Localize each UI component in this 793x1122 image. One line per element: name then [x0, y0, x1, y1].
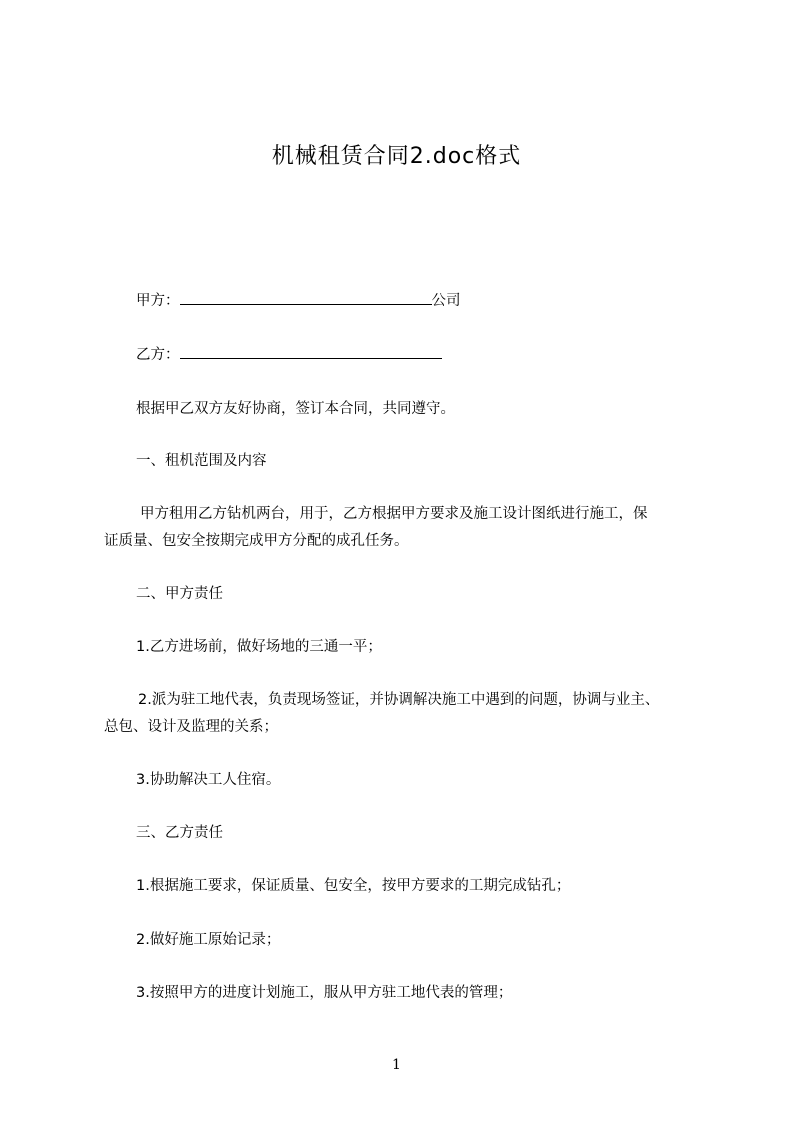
- document-title: 机械租赁合同2.doc格式: [271, 144, 522, 169]
- party-b-label: 乙方：: [136, 347, 180, 363]
- section2-item3: 3.协助解决工人住宿。: [136, 772, 281, 788]
- party-a-line: [136, 290, 461, 311]
- section3-item3: 3.按照甲方的进度计划施工，服从甲方驻工地代表的管理；: [136, 985, 513, 1001]
- party-a-suffix: 公司: [431, 293, 461, 309]
- section2-item2-line2: 总包、设计及监理的关系；: [104, 719, 278, 735]
- section3-heading: 三、乙方责任: [136, 825, 223, 841]
- party-a-blank: [180, 290, 432, 305]
- section1-body-line1: 甲方租用乙方钻机两台，用于，乙方根据甲方要求及施工设计图纸进行施工，保: [140, 506, 648, 522]
- intro-paragraph: 根据甲乙双方友好协商，签订本合同，共同遵守。: [136, 401, 455, 417]
- section1-heading: 一、租机范围及内容: [136, 453, 267, 469]
- section2-heading: 二、甲方责任: [136, 586, 223, 602]
- party-a-label: 甲方：: [136, 293, 180, 309]
- section2-item1: 1.乙方进场前，做好场地的三通一平；: [136, 639, 382, 655]
- section1-body-line2: 证质量、包安全按期完成甲方分配的成孔任务。: [104, 533, 409, 549]
- party-b-blank: [180, 344, 442, 359]
- party-b-line: [136, 344, 442, 365]
- page-number: 1: [392, 1057, 401, 1073]
- section3-item1: 1.根据施工要求，保证质量、包安全，按甲方要求的工期完成钻孔；: [136, 878, 571, 894]
- section3-item2: 2.做好施工原始记录；: [136, 932, 281, 948]
- section2-item2-line1: 2.派为驻工地代表，负责现场签证，并协调解决施工中遇到的问题，协调与业主、: [138, 692, 660, 708]
